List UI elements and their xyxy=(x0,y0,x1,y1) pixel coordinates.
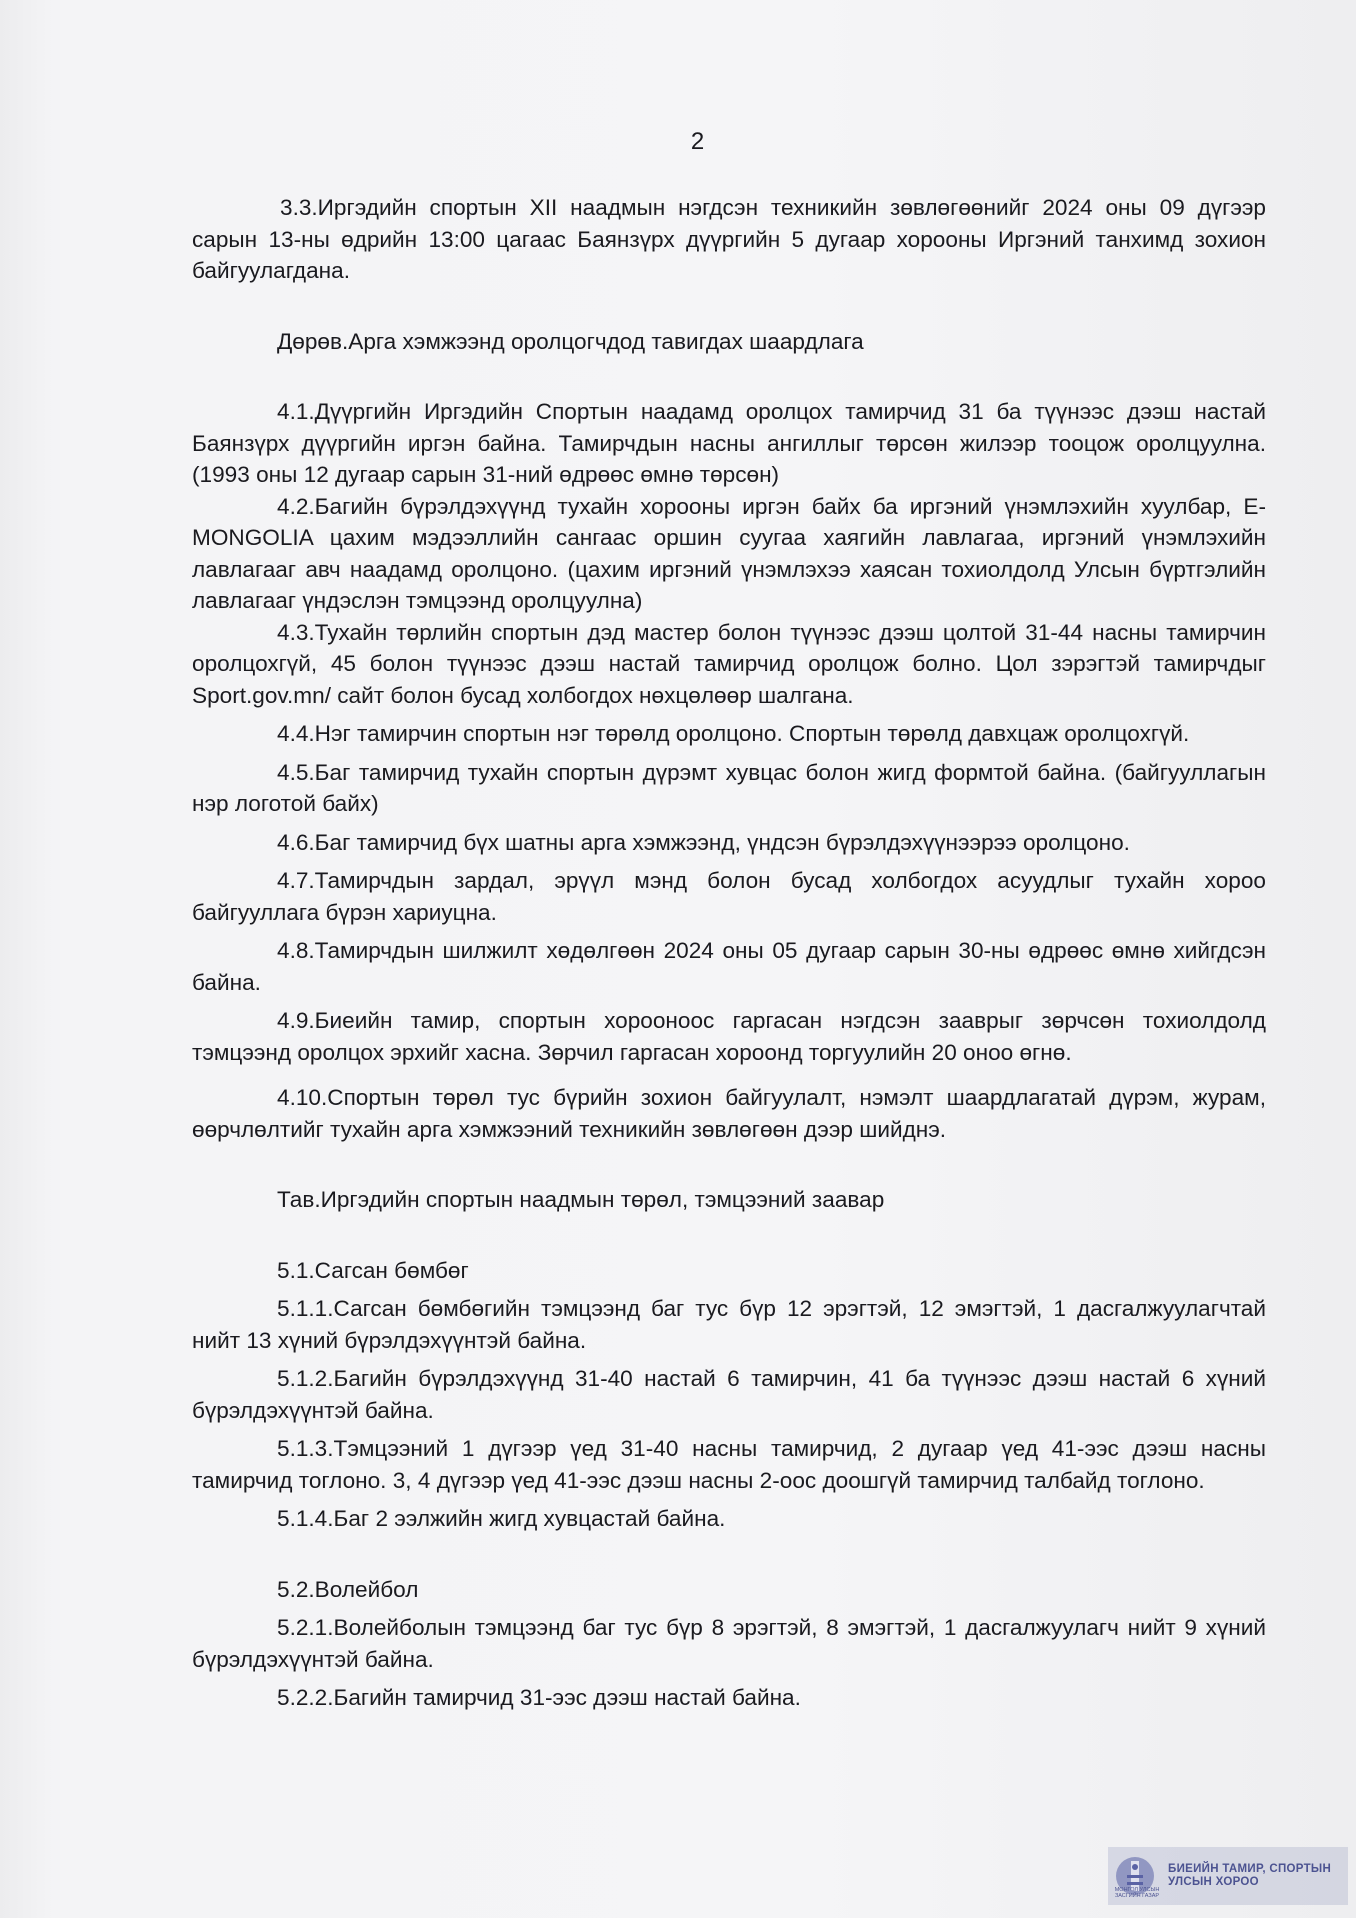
paragraph-4-3: 4.3.Тухайн төрлийн спортын дэд мастер болон түүнээс дээш цолтой 31-44 насны тамирчин оролцохгүй, 45 болон түүнээс дээш настай тамирчид оролцож болно. Цол зэрэгтэй тамирчдыг Sport.gov.mn/ сайт болон бусад холбогдох нөхцөлөөр шалгана. xyxy=(192,619,1266,708)
paragraph-5-2-2: 5.2.2.Багийн тамирчид 31-ээс дээш настай байна. xyxy=(277,1685,801,1710)
paragraph-4-9: 4.9.Биеийн тамир, спортын хорооноос гаргасан нэгдсэн зааврыг зөрчсөн тохиолдолд тэмцээнд оролцох эрхийг хасна. Зөрчил гаргасан хороонд торгуулийн 20 оноо өгнө. xyxy=(192,1008,1266,1065)
paragraph-4-5: 4.5.Баг тамирчид тухайн спортын дүрэмт хувцас болон жигд формтой байна. (байгууллагын нэр логотой байх) xyxy=(192,759,1266,816)
paragraph-4-2: 4.2.Багийн бүрэлдэхүүнд тухайн хорооны иргэн байх ба иргэний үнэмлэхийн хуулбар, E-MONGOLIA цахим мэдээллийн сангаас оршин суугаа хаягийн лавлагаа, иргэний үнэмлэхийн лавлагааг авч наадамд оролцоно. (цахим иргэний үнэмлэхээ хаясан тохиолдолд Улсын бүртгэлийн лавлагааг үндэслэн тэмцээнд оролцуулна) xyxy=(192,493,1266,613)
section-heading-4: Дөрөв.Арга хэмжээнд оролцогчдод тавигдах шаардлага xyxy=(277,328,864,354)
paragraph-5-1-3: 5.1.3.Тэмцээний 1 дүгээр үед 31-40 насны тамирчид, 2 дугаар үед 41-ээс дээш насны тамирчид тоглоно. 3, 4 дүгээр үед 41-ээс дээш насны 2-оос доошгүй тамирчид талбайд тоглоно. xyxy=(192,1436,1266,1493)
subsection-heading-5-2: 5.2.Волейбол xyxy=(277,1576,419,1602)
subsection-heading-5-1: 5.1.Сагсан бөмбөг xyxy=(277,1257,469,1283)
paragraph-5-1-2: 5.1.2.Багийн бүрэлдэхүүнд 31-40 настай 6 тамирчин, 41 ба түүнээс дээш настай 6 хүний бүрэлдэхүүнтэй байна. xyxy=(192,1366,1266,1423)
paragraph-5-1-1: 5.1.1.Сагсан бөмбөгийн тэмцээнд баг тус бүр 12 эрэгтэй, 12 эмэгтэй, 1 дасгалжуулагчтай нийт 13 хүний бүрэлдэхүүнтэй байна. xyxy=(192,1296,1266,1353)
paragraph-5-2-1: 5.2.1.Волейболын тэмцээнд баг тус бүр 8 эрэгтэй, 8 эмэгтэй, 1 дасгалжуулагч нийт 9 хүний бүрэлдэхүүнтэй байна. xyxy=(192,1615,1266,1672)
paragraph-5-1-4: 5.1.4.Баг 2 ээлжийн жигд хувцастай байна. xyxy=(277,1506,726,1531)
document-body xyxy=(192,192,1266,1714)
paragraph-4-4: 4.4.Нэг тамирчин спортын нэг төрөлд оролцоно. Спортын төрөлд давхцаж оролцохгүй. xyxy=(277,721,1190,746)
paragraph-3-3: 3.3.Иргэдийн спортын XII наадмын нэгдсэн техникийн зөвлөгөөнийг 2024 оны 09 дүгээр сарын 13-ны өдрийн 13:00 цагаас Баянзүрх дүүргийн 5 дугаар хорооны Иргэний танхимд зохион байгуулагдана. xyxy=(192,195,1266,283)
paragraph-4-1: 4.1.Дүүргийн Иргэдийн Спортын наадамд оролцох тамирчид 31 ба түүнээс дээш настай Баянзүрх дүүргийн иргэн байна. Тамирчдын насны ангиллыг төрсөн жилээр тооцож оролцуулна. (1993 оны 12 дугаар сарын 31-ний өдрөөс өмнө төрсөн) xyxy=(192,399,1266,487)
section-heading-5: Тав.Иргэдийн спортын наадмын төрөл, тэмцээний заавар xyxy=(277,1187,885,1212)
paragraph-4-6: 4.6.Баг тамирчид бүх шатны арга хэмжээнд, үндсэн бүрэлдэхүүнээрээ оролцоно. xyxy=(277,829,1130,855)
paragraph-4-7: 4.7.Тамирчдын зардал, эрүүл мэнд болон бусад холбогдох асуудлыг тухайн хороо байгууллага бүрэн хариуцна. xyxy=(192,868,1266,925)
page-number: 2 xyxy=(690,128,705,155)
stamp-text: БИЕИЙН ТАМИР, СПОРТЫН УЛСЫН ХОРОО xyxy=(1168,1863,1332,1888)
paragraph-4-8: 4.8.Тамирчдын шилжилт хөдөлгөөн 2024 оны 05 дугаар сарын 30-ны өдрөөс өмнө хийгдсэн байна. xyxy=(192,938,1266,995)
agency-stamp xyxy=(1108,1847,1348,1905)
emblem-caption: МОНГОЛ УЛСЫН ЗАСГИЙН ГАЗАР xyxy=(1114,1887,1160,1899)
paragraph-4-10: 4.10.Спортын төрөл тус бүрийн зохион байгуулалт, нэмэлт шаардлагатай дүрэм, журам, өөрчлөлтийг тухайн арга хэмжээний техникийн зөвлөгөөн дээр шийднэ. xyxy=(192,1085,1266,1142)
